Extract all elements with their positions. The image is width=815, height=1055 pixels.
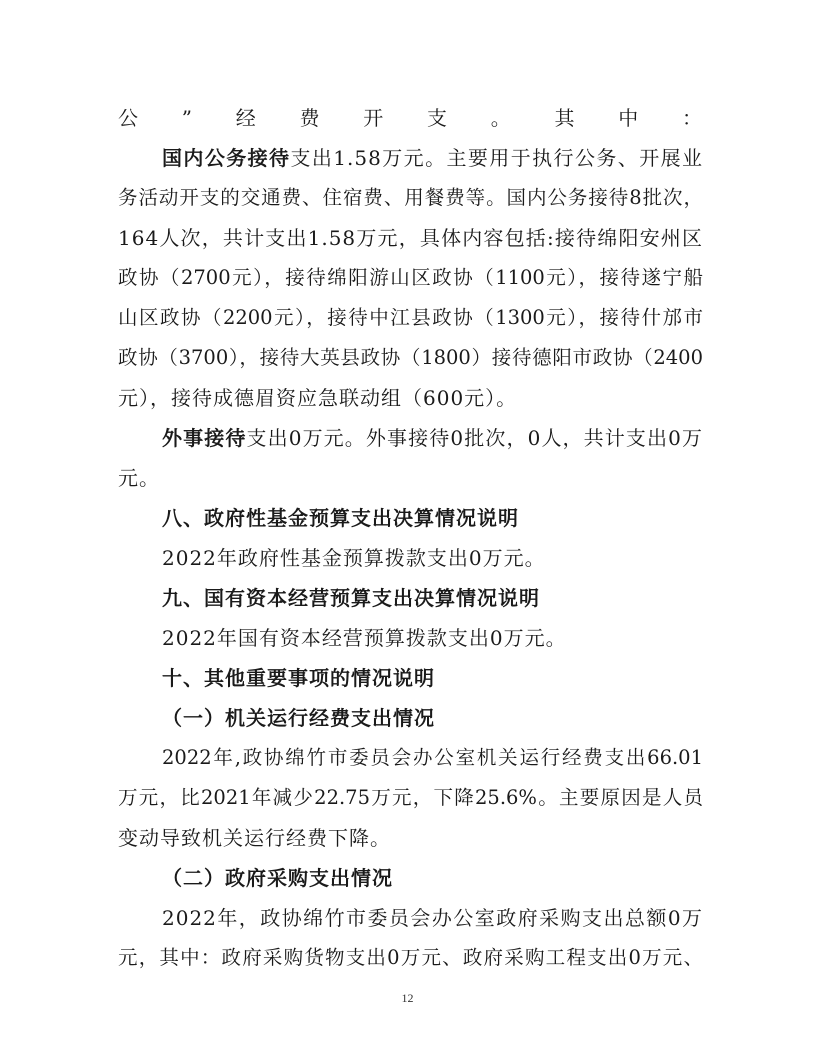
heading-text: 九、国有资本经营预算支出决算情况说明 <box>162 586 540 610</box>
paragraph-line <box>162 625 703 651</box>
paragraph-line <box>162 745 703 771</box>
paragraph-line <box>118 345 703 371</box>
line-text: 变动导致机关运行经费下降。 <box>118 826 391 850</box>
line-text: 元，其中：政府采购货物支出0万元、政府采购工程支出0万元、 <box>118 946 703 969</box>
page-number: 12 <box>401 991 414 1005</box>
paragraph-line <box>118 105 703 131</box>
subsection-heading-1 <box>162 705 747 731</box>
bold-lead-foreign-reception: 外事接待 <box>162 426 247 450</box>
line-text: 公”经费开支。其中： <box>118 106 703 130</box>
line-text: 政协（2700元），接待绵阳游山区政协（1100元），接待遂宁船 <box>118 266 703 289</box>
heading-text: 八、政府性基金预算支出决算情况说明 <box>162 506 519 530</box>
line-text: 政协（3700），接待大英县政协（1800）接待德阳市政协（2400 <box>118 346 703 369</box>
paragraph-line <box>162 545 703 571</box>
paragraph-line <box>162 905 703 931</box>
subheading-text: （一）机关运行经费支出情况 <box>162 706 435 730</box>
line-text: 164人次，共计支出1.58万元，具体内容包括:接待绵阳安州区 <box>118 226 703 250</box>
paragraph-line <box>118 785 703 811</box>
line-text: 山区政协（2200元），接待中江县政协（1300元），接待什邡市 <box>118 306 703 329</box>
line-text: 万元，比2021年减少22.75万元，下降25.6%。主要原因是人员 <box>118 786 703 809</box>
paragraph-line <box>118 305 703 331</box>
paragraph-line <box>118 825 703 851</box>
paragraph-line <box>118 225 703 251</box>
bold-lead-domestic-reception: 国内公务接待 <box>162 146 291 170</box>
section-heading-9 <box>162 585 703 611</box>
paragraph-line <box>118 265 703 291</box>
paragraph-line <box>162 145 703 171</box>
paragraph-line <box>118 385 703 411</box>
paragraph-line <box>118 945 703 971</box>
line-text: 元。 <box>118 466 160 490</box>
line-text: 务活动开支的交通费、住宿费、用餐费等。国内公务接待8批次， <box>118 186 703 209</box>
paragraph-line <box>118 465 703 491</box>
line-text: 元），接待成德眉资应急联动组（600元）。 <box>118 386 518 410</box>
line-text: 支出0万元。外事接待0批次，0人，共计支出0万 <box>246 426 703 450</box>
section-heading-8 <box>162 505 703 531</box>
line-text: 2022年,政协绵竹市委员会办公室机关运行经费支出66.01 <box>162 746 703 769</box>
subheading-text: （二）政府采购支出情况 <box>162 866 393 890</box>
heading-text: 十、其他重要事项的情况说明 <box>162 666 435 690</box>
subsection-heading-2 <box>162 865 747 891</box>
line-text: 2022年，政协绵竹市委员会办公室政府采购支出总额0万 <box>162 906 703 930</box>
section-heading-10 <box>162 665 703 691</box>
line-text: 支出1.58万元。主要用于执行公务、开展业 <box>290 146 703 170</box>
paragraph-line <box>162 425 703 451</box>
line-text: 2022年政府性基金预算拨款支出0万元。 <box>162 546 546 570</box>
paragraph-line <box>118 185 703 211</box>
line-text: 2022年国有资本经营预算拨款支出0万元。 <box>162 626 567 650</box>
